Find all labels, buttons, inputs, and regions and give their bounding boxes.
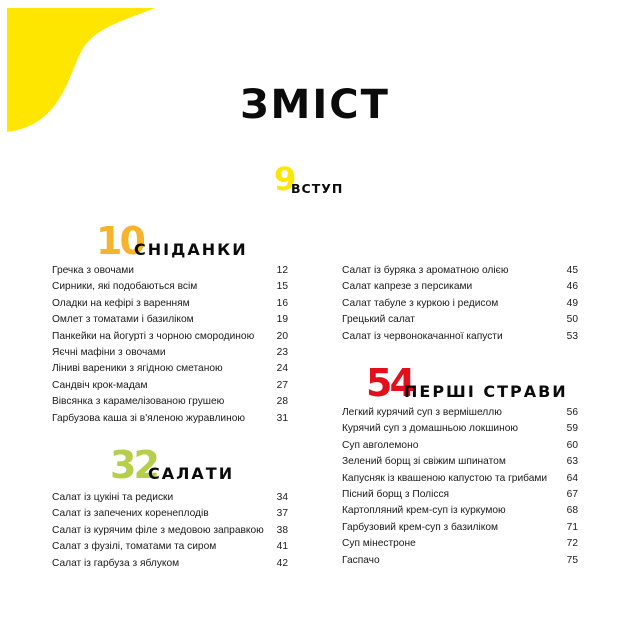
toc-entry[interactable] [342, 263, 578, 279]
entry-page: 46 [566, 281, 578, 293]
entry-page: 45 [566, 265, 578, 276]
entry-title: Грецький салат [342, 314, 415, 326]
entry-title: Ліниві вареники з ягідною сметаною [52, 363, 223, 375]
entry-title: Салат із буряка з ароматною олією [342, 265, 509, 276]
entry-page: 68 [566, 505, 578, 517]
toc-entry[interactable] [342, 471, 578, 487]
entry-title: Капусняк із квашеною капустою та грибами [342, 472, 548, 484]
entry-page: 41 [276, 541, 288, 553]
entry-page: 63 [566, 456, 578, 468]
entry-page: 64 [566, 472, 578, 484]
section-title: СНІДАНКИ [134, 240, 248, 259]
section-page-number: 9 [274, 160, 294, 198]
toc-entry[interactable] [52, 378, 288, 394]
entry-page: 31 [276, 412, 288, 424]
entry-page: 50 [566, 314, 578, 326]
entry-title: Салат із курячим філе з медовою заправкою [52, 524, 264, 536]
entry-page: 28 [276, 396, 288, 408]
entry-page: 75 [566, 554, 578, 566]
entry-title: Яєчні мафіни з овочами [52, 346, 166, 358]
section-page-number: 32 [110, 443, 157, 487]
breakfast-list [52, 263, 288, 427]
entry-title: Гарбузовий крем-суп з базиліком [342, 521, 499, 533]
toc-entry[interactable] [52, 296, 288, 312]
entry-title: Сирники, які подобаються всім [52, 281, 198, 293]
toc-entry[interactable] [342, 454, 578, 470]
toc-entry[interactable] [52, 539, 288, 555]
toc-entry[interactable] [342, 329, 578, 345]
toc-entry[interactable] [52, 345, 288, 361]
entry-page: 15 [276, 281, 288, 293]
entry-page: 49 [566, 297, 578, 309]
toc-entry[interactable] [342, 312, 578, 328]
entry-title: Пісний борщ з Полісся [342, 488, 450, 500]
entry-title: Картопляний крем-суп із куркумою [342, 505, 506, 517]
entry-title: Зелений борщ зі свіжим шпинатом [342, 456, 506, 468]
toc-entry[interactable] [52, 329, 288, 345]
entry-page: 59 [566, 423, 578, 435]
toc-entry[interactable] [342, 553, 578, 569]
toc-entry[interactable] [342, 296, 578, 312]
section-title: САЛАТИ [148, 464, 235, 483]
toc-entry[interactable] [52, 394, 288, 410]
entry-title: Гречка з овочами [52, 265, 134, 276]
entry-page: 16 [276, 297, 288, 309]
entry-title: Салат табуле з куркою і редисом [342, 297, 499, 309]
salads-list-left [52, 490, 288, 572]
toc-entry[interactable] [52, 279, 288, 295]
entry-title: Салат капрезе з персиками [342, 281, 473, 293]
entry-title: Салат із запечених коренеплодів [52, 508, 209, 520]
entry-page: 12 [276, 265, 288, 276]
section-page-number: 54 [366, 361, 413, 405]
entry-page: 38 [276, 524, 288, 536]
toc-entry[interactable] [52, 556, 288, 572]
toc-entry[interactable] [52, 490, 288, 506]
salads-list-right [342, 263, 578, 345]
entry-title: Салат з фузілі, томатами та сиром [52, 541, 217, 553]
entry-page: 56 [566, 407, 578, 418]
entry-page: 72 [566, 538, 578, 550]
toc-entry[interactable] [52, 263, 288, 279]
entry-page: 37 [276, 508, 288, 520]
toc-entry[interactable] [342, 421, 578, 437]
entry-title: Салат із цукіні та редиски [52, 492, 174, 503]
toc-entry[interactable] [52, 523, 288, 539]
entry-title: Вівсянка з карамелізованою грушею [52, 396, 225, 408]
entry-title: Салат із червонокачанної капусти [342, 330, 503, 342]
toc-entry[interactable] [342, 503, 578, 519]
entry-title: Суп авголемоно [342, 439, 419, 451]
toc-entry[interactable] [342, 487, 578, 503]
toc-entry[interactable] [52, 361, 288, 377]
entry-title: Гарбузова каша зі в'яленою журавлиною [52, 412, 246, 424]
entry-title: Оладки на кефірі з варенням [52, 297, 190, 309]
entry-title: Легкий курячий суп з вермішеллю [342, 407, 502, 418]
toc-entry[interactable] [52, 506, 288, 522]
toc-entry[interactable] [342, 279, 578, 295]
toc-entry[interactable] [342, 438, 578, 454]
entry-page: 67 [566, 488, 578, 500]
entry-page: 34 [276, 492, 288, 503]
entry-page: 24 [276, 363, 288, 375]
section-title: ПЕРШІ СТРАВИ [404, 382, 568, 401]
entry-title: Салат із гарбуза з яблуком [52, 557, 180, 569]
entry-title: Омлет з томатами і базиліком [52, 314, 194, 326]
entry-page: 71 [566, 521, 578, 533]
entry-page: 53 [566, 330, 578, 342]
entry-title: Суп мінестроне [342, 538, 416, 550]
entry-page: 27 [276, 379, 288, 391]
entry-title: Панкейки на йогурті з чорною смородиною [52, 330, 255, 342]
entry-title: Курячий суп з домашньою локшиною [342, 423, 519, 435]
toc-entry[interactable] [342, 405, 578, 421]
entry-title: Гаспачо [342, 554, 380, 566]
entry-page: 20 [276, 330, 288, 342]
toc-entry[interactable] [342, 536, 578, 552]
entry-page: 60 [566, 439, 578, 451]
toc-entry[interactable] [52, 411, 288, 427]
section-page-number: 10 [96, 219, 143, 263]
toc-entry[interactable] [52, 312, 288, 328]
toc-entry[interactable] [342, 520, 578, 536]
first-courses-list [342, 405, 578, 569]
entry-title: Сандвіч крок-мадам [52, 379, 148, 391]
section-title: ВСТУП [291, 181, 344, 196]
entry-page: 19 [276, 314, 288, 326]
page-title: ЗМІСТ [240, 82, 390, 128]
entry-page: 42 [276, 557, 288, 569]
entry-page: 23 [276, 346, 288, 358]
